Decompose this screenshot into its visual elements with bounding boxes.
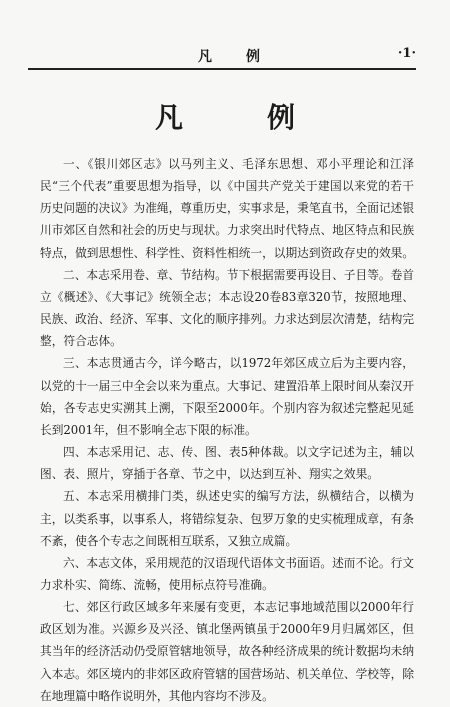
paragraph-7: 七、郊区行政区域多年来屡有变更，本志记事地域范围以2000年行政区划为准。兴源乡及兴泾、镇北堡两镇虽于2000年9月归属郊区，但其当年的经济活动仍受原管辖地领导，故各种经济成果的统计数据均未纳入本志。郊区境内的非郊区政府管辖的国营场站、机关单位、学校等，除在地理篇中略作说明外，其他内容均不涉及。 [40,600,415,703]
running-header [28,46,416,64]
paragraph-4: 四、本志采用记、志、传、图、表5种体裁。以文字记述为主，辅以图、表、照片，穿插于各章、节之中，以达到互补、翔实之效果。 [40,445,414,482]
running-header-title: 凡 例 [198,49,270,65]
header-rule [28,68,416,70]
paragraph-1: 一、《银川郊区志》以马列主义、毛泽东思想、邓小平理论和江泽民“三个代表”重要思想为指导，以《中国共产党关于建国以来党的若干历史问题的决议》为准绳，尊重历史，实事求是，秉笔直书，全面记述银川市郊区自然和社会的历史与现状。力求突出时代特点、地区特点和民族特点，做到思想性、科学性、资料性相统一，以期达到资政存史的效果。 [40,157,415,260]
paragraph-6: 六、本志文体，采用规范的汉语现代语体文书面语。述而不论。行文力求朴实、简练、流畅，使用标点符号准确。 [40,555,414,592]
paragraph-5: 五、本志采用横排门类，纵述史实的编写方法，纵横结合，以横为主，以类系事，以事系人，将错综复杂、包罗万象的史实梳理成章，有条不紊，使各个专志之间既相互联系，又独立成篇。 [40,489,415,548]
page-title: 凡 例 [154,101,323,134]
paragraph-3: 三、本志贯通古今，详今略古，以1972年郊区成立后为主要内容，以党的十一届三中全会以来为重点。大事记、建置沿革上限时间从秦汉开始，各专志史实溯其上溯，下限至2000年。个别内容为叙述完整起见延长到2001年，但不影响全志下限的标准。 [40,356,415,437]
paragraph-2: 二、本志采用卷、章、节结构。节下根据需要再设目、子目等。卷首立《概述》、《大事记》统领全志；本志设20卷83章320节，按照地理、民族、政治、经济、军事、文化的顺序排列。力求达到层次清楚，结构完整，符合志体。 [40,267,415,349]
body-text [40,153,414,707]
page-number: ·1· [397,46,416,61]
